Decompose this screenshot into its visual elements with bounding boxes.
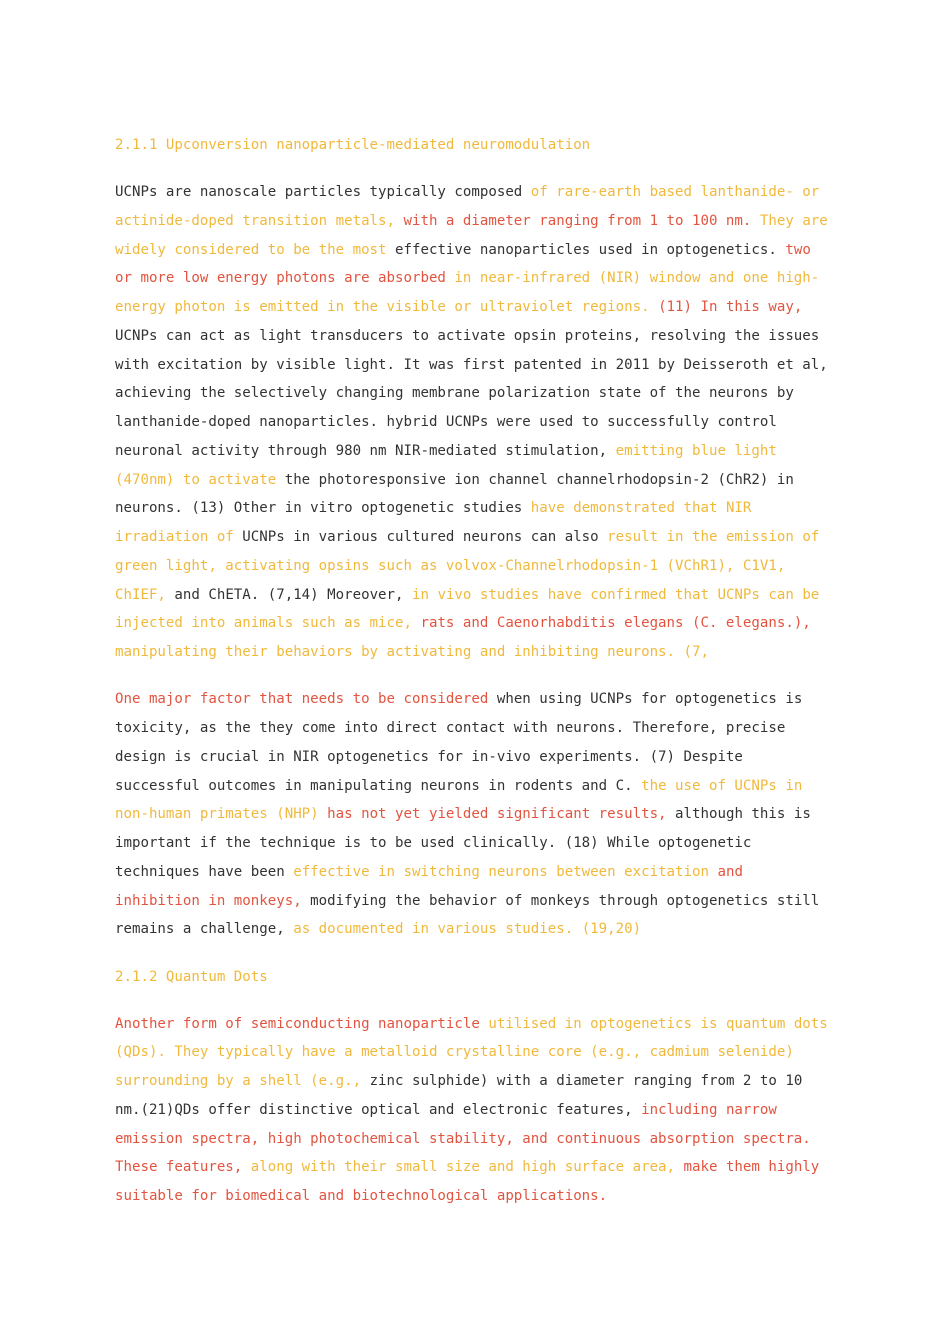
text-run: UCNPs are nanoscale particles typically composed bbox=[115, 184, 531, 200]
text-run: utilised in optogenetics is quantum dots (QDs). They typically have a metalloid crystalline core (e.g., cadmium selenide) surrounding by a shell (e.g., bbox=[115, 1015, 828, 1089]
text-run: rats and Caenorhabditis elegans (C. elegans.), bbox=[420, 615, 811, 632]
paragraph-quantum-dots bbox=[115, 1010, 835, 1211]
text-run: They are widely considered to be the most bbox=[115, 212, 828, 258]
text-run: has not yet yielded significant results, bbox=[327, 806, 676, 823]
text-run: although this is important if the technique is to be used clinically. (18) While optogenetic techniques have been bbox=[115, 806, 811, 880]
text-run: modifying the behavior of monkeys through optogenetics still remains a challenge, bbox=[115, 892, 820, 938]
text-run: One major factor that needs to be considered bbox=[115, 691, 497, 708]
text-run: result in the emission of green light, activating opsins such as volvox-Channelrhodopsin-1 (VChR1), C1V1, ChIEF, bbox=[115, 529, 820, 603]
text-run: have demonstrated that NIR irradiation of bbox=[115, 500, 752, 545]
text-run: effective nanoparticles used in optogenetics. bbox=[395, 241, 786, 258]
document-page bbox=[115, 131, 835, 1229]
section-heading-quantum-dots: 2.1.2 Quantum Dots bbox=[115, 968, 268, 985]
text-run: including narrow emission spectra, high photochemical stability, and continuous absorption spectra. These features, bbox=[115, 1101, 811, 1176]
text-run: when using UCNPs for optogenetics is toxicity, as the they come into direct contact with neurons. Therefore, precise design is crucial in NIR optogenetics for in-vivo experiments. (7) Despite successful outcomes in manipulating neurons in rodents and C. bbox=[115, 691, 803, 794]
text-run: and inhibition in monkeys, bbox=[115, 863, 743, 909]
text-run: as documented in various studies. (19,20) bbox=[293, 921, 642, 938]
text-run: of rare-earth based lanthanide- or actinide-doped transition metals, bbox=[115, 184, 820, 229]
text-run: and ChETA. (7,14) Moreover, bbox=[174, 586, 412, 603]
text-run: in vivo studies have confirmed that UCNPs can be injected into animals such as mice, bbox=[115, 586, 820, 632]
paragraph-ucnp-intro bbox=[115, 178, 835, 667]
text-run: zinc sulphide) with a diameter ranging from 2 to 10 nm.(21)QDs offer distinctive optical and electronic features, bbox=[115, 1073, 803, 1118]
text-run: two or more low energy photons are absorbed bbox=[115, 241, 811, 287]
section-heading-upconversion: 2.1.1 Upconversion nanoparticle-mediated neuromodulation bbox=[115, 137, 591, 153]
text-run: the photoresponsive ion channel channelrhodopsin-2 (ChR2) in neurons. (13) Other in vitro optogenetic studies bbox=[115, 471, 794, 517]
text-run: manipulating their behaviors by activating and inhibiting neurons. (7, bbox=[115, 644, 709, 660]
text-run: with a diameter ranging from 1 to 100 nm. bbox=[403, 212, 760, 229]
text-run: make them highly suitable for biomedical and biotechnological applications. bbox=[115, 1159, 820, 1204]
text-run: UCNPs in various cultured neurons can also bbox=[242, 529, 608, 545]
text-run: (11) In this way, bbox=[658, 299, 803, 315]
text-run: Another form of semiconducting nanoparticle bbox=[115, 1015, 489, 1032]
text-run: UCNPs can act as light transducers to activate opsin proteins, resolving the issues with excitation by visible light. It was first patented in 2011 by Deisseroth et al, achieving the selectively changing membrane polarization state of the neurons by lanthanide-doped nanoparticles. hybrid UCNPs were used to successfully control neuronal activity through 980 nm NIR-mediated stimulation, bbox=[115, 327, 828, 459]
text-run: along with their small size and high surface area, bbox=[250, 1159, 684, 1176]
text-run: the use of UCNPs in non-human primates (NHP) bbox=[115, 777, 803, 823]
text-run: emitting blue light (470nm) to activate bbox=[115, 442, 777, 488]
text-run: in near-infrared (NIR) window and one high-energy photon is emitted in the visible or ultraviolet regions. bbox=[115, 270, 820, 315]
paragraph-ucnp-toxicity bbox=[115, 685, 835, 944]
text-run: effective in switching neurons between excitation bbox=[293, 863, 718, 880]
